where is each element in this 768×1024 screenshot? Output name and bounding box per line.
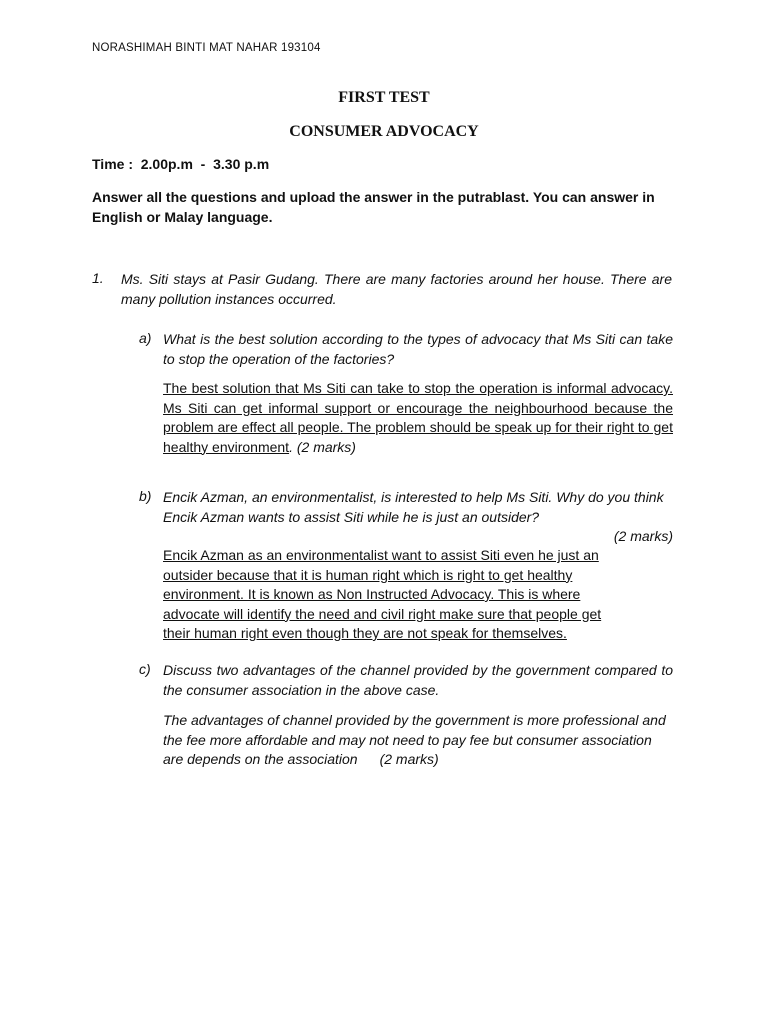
time-line: Time : 2.00p.m - 3.30 p.m [92,156,270,172]
question-text: Ms. Siti stays at Pasir Gudang. There are many factories around her house. There are many pollution instances occurred. [121,271,672,307]
part-b-marks: (2 marks) [613,528,673,544]
part-b-answer-line: their human right even though they are not speak for themselves. [163,625,567,641]
part-c-marks: (2 marks) [379,751,439,767]
part-a-answer-block [163,379,673,457]
part-a-answer: The best solution that Ms Siti can take to stop the operation is informal advocacy. Ms Siti can get informal support or encourage the neighbourhood because the problem are effect all people. The problem should be speak up for their right to get healthy environment [163,380,673,455]
part-c-answer-block [163,711,673,770]
part-c-question: Discuss two advantages of the channel provided by the government compared to the consumer association in the above case. [163,662,673,698]
part-b-answer [163,546,673,644]
part-a-question: What is the best solution according to the types of advocacy that Ms Siti can take to stop the operation of the factories? [163,331,673,367]
part-b-answer-line: advocate will identify the need and civil right make sure that people get [163,605,602,622]
part-a-marks: . (2 marks) [289,438,356,455]
part-b-question: Encik Azman, an environmentalist, is interested to help Ms Siti. Why do you think Encik Azman wants to assist Siti while he is just an outsider? [163,489,664,525]
question-number: 1. [92,270,104,286]
part-c-answer: The advantages of channel provided by the government is more professional and the fee more affordable and may not need to pay fee but consumer association are depends on the association [163,712,666,767]
part-b-answer-line: environment. It is known as Non Instructed Advocacy. This is where [163,586,581,602]
instructions: Answer all the questions and upload the answer in the putrablast. You can answer in English or Malay language. [92,189,655,225]
author-header: NORASHIMAH BINTI MAT NAHAR 193104 [92,42,321,54]
part-b-answer-line: Encik Azman as an environmentalist want to assist Siti even he just an [163,547,599,563]
part-b-label: b) [139,488,152,504]
part-a-label: a) [139,330,152,346]
subject-title: CONSUMER ADVOCACY [289,123,479,140]
part-c-label: c) [139,661,151,677]
test-title: FIRST TEST [338,89,430,106]
part-b-answer-line: outsider because that it is human right which is right to get healthy [163,566,573,583]
